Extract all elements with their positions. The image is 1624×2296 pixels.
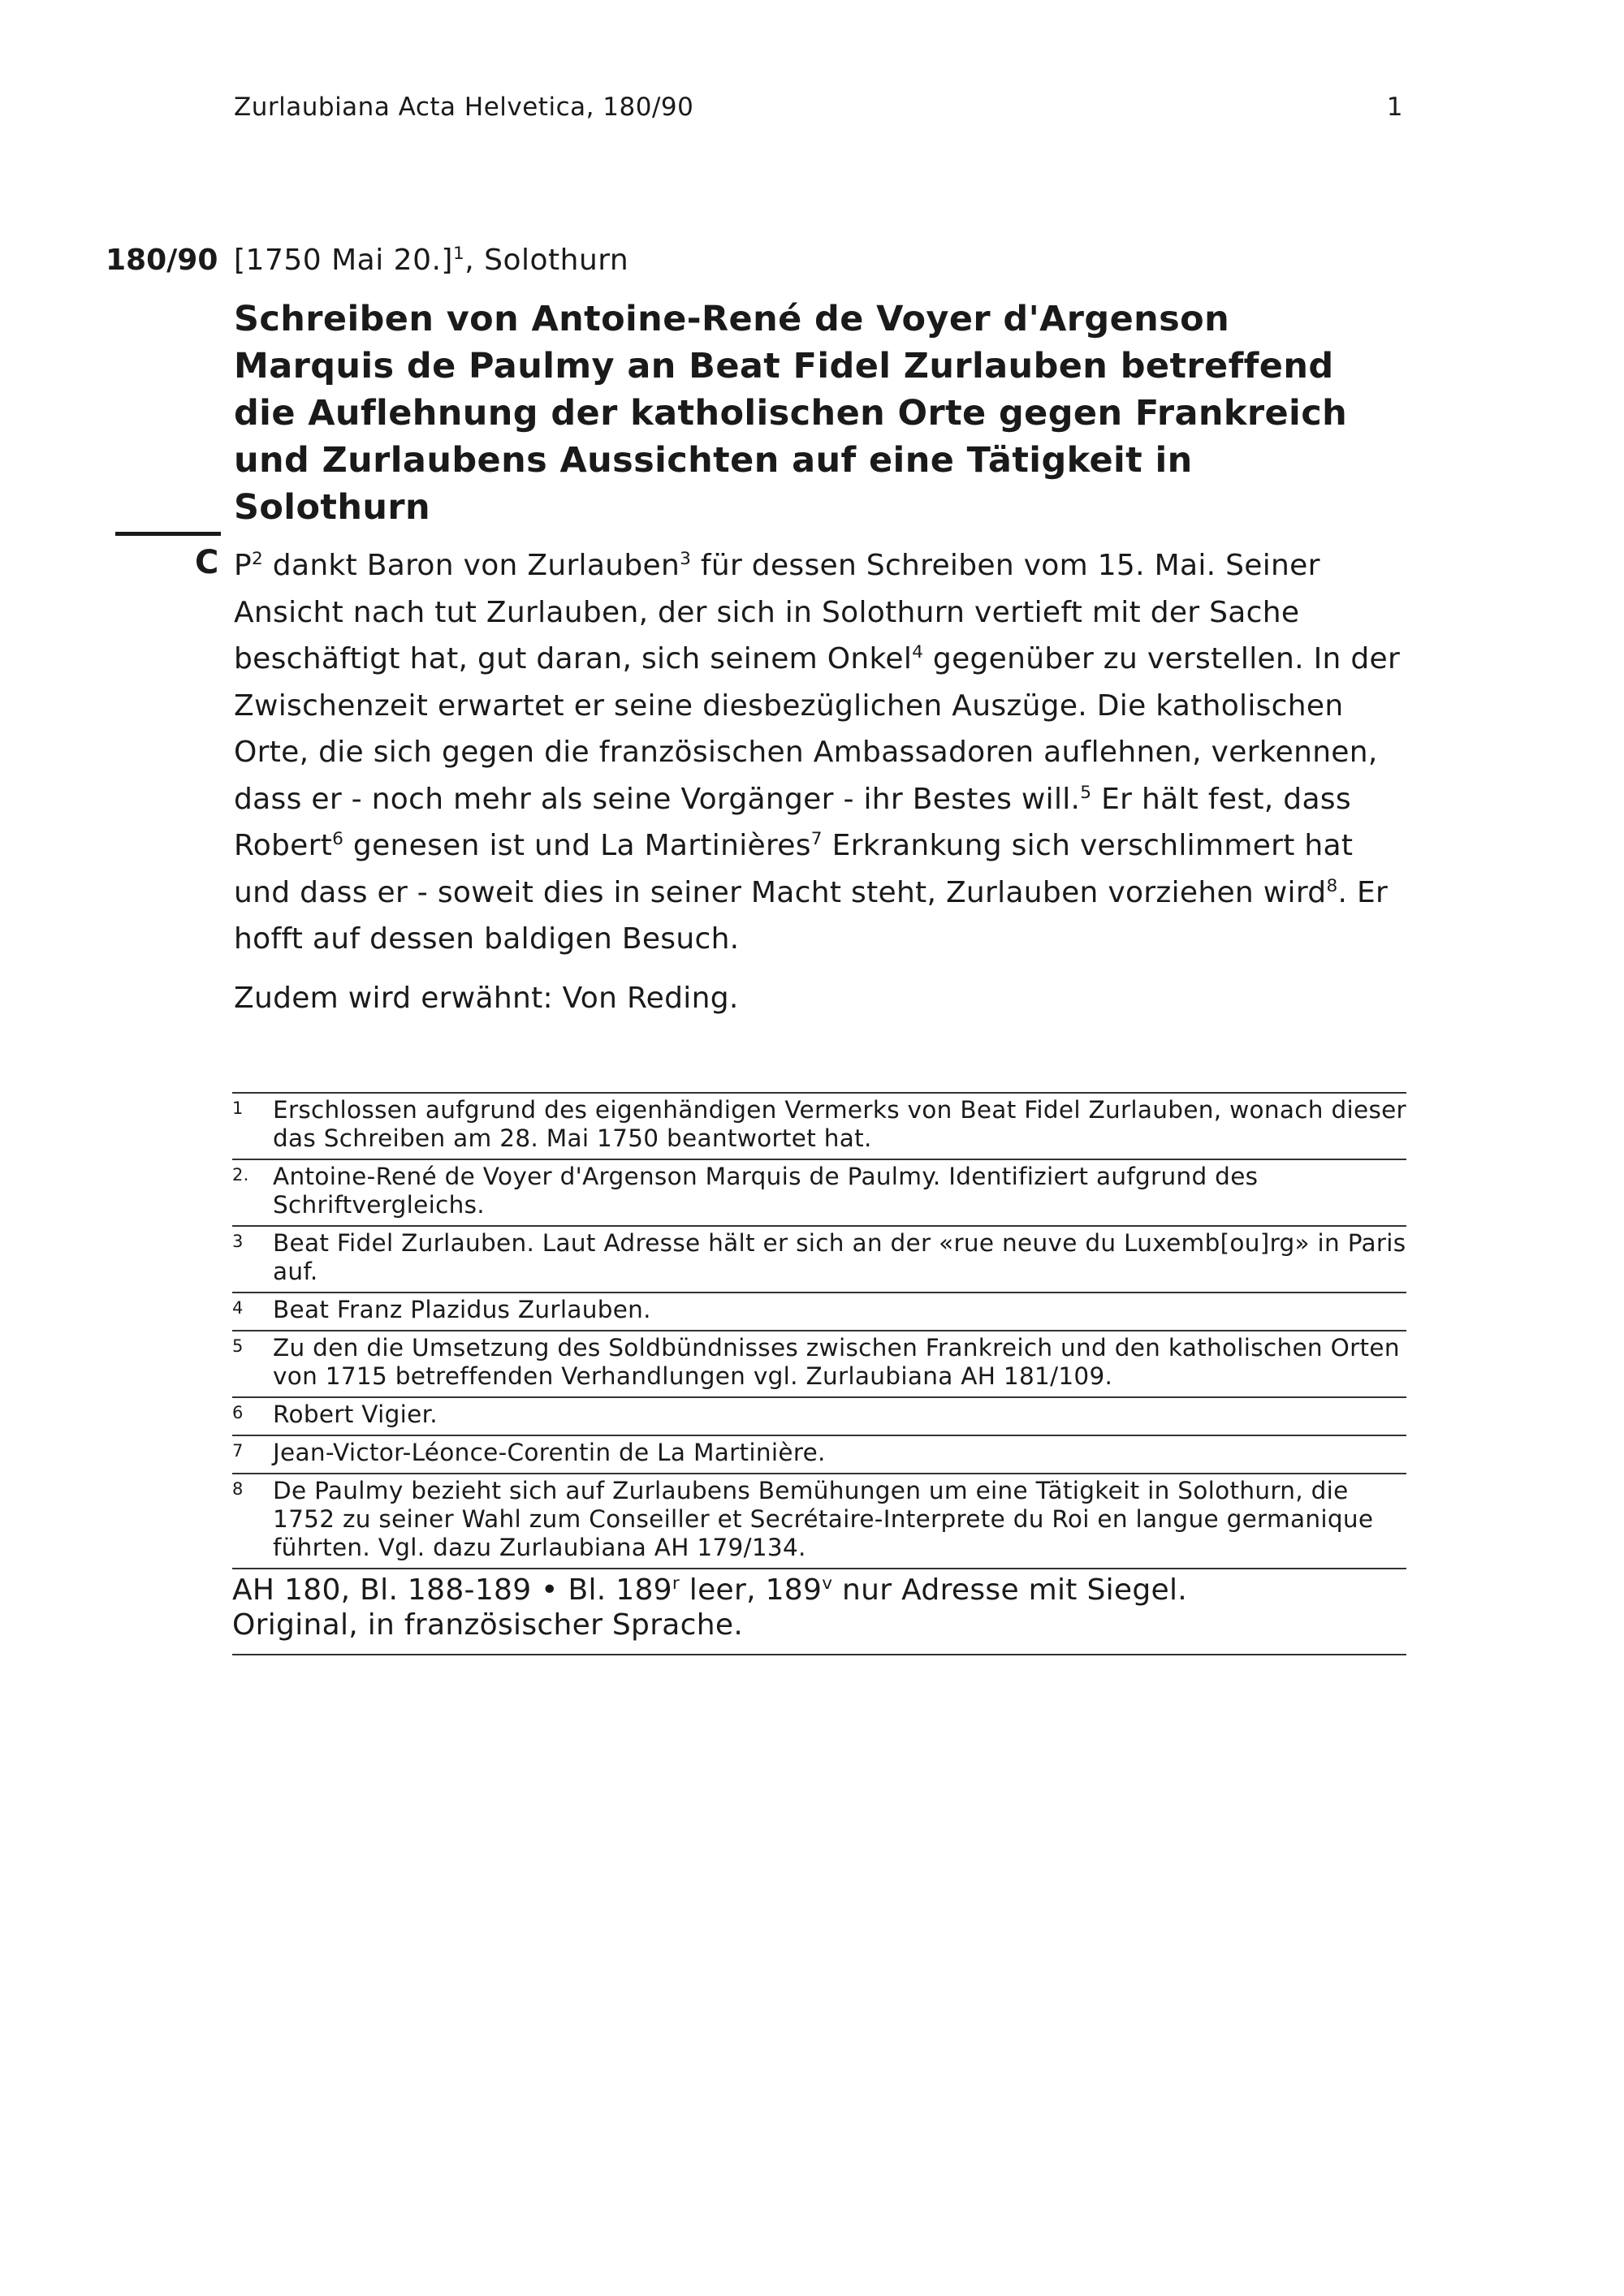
footnote-ref-2[interactable]: 2 [252, 549, 264, 569]
document-marker: C [195, 544, 219, 581]
footnote-ref-5[interactable]: 5 [1080, 782, 1092, 803]
footnote-mark: 3 [232, 1232, 244, 1251]
footnote [232, 1330, 1406, 1396]
entry-title: Schreiben von Antoine-René de Voyer d'Argenson Marquis de Paulmy an Beat Fidel Zurlauben betreffend die Auflehnung der katholischen Orte gegen Frankreich und Zurlaubens Aussichten auf eine Tätigkeit in Solothurn [234, 299, 1348, 528]
source-language: Original, in französischer Sprache. [232, 1608, 744, 1642]
footnote [232, 1092, 1406, 1159]
footnote-ref-7[interactable]: 7 [810, 829, 823, 849]
running-header-title: Zurlaubiana Acta Helvetica, 180/90 [234, 93, 694, 122]
footnote-text: Robert Vigier. [273, 1400, 438, 1428]
footnote-text: De Paulmy bezieht sich auf Zurlaubens Bemühungen um eine Tätigkeit in Solothurn, die 1752 zu seiner Wahl zum Conseiller et Secrétaire-Interprete du Roi en langue germanique führten. Vgl. dazu Zurlaubiana AH 179/134. [273, 1477, 1374, 1561]
footnote-text: Zu den die Umsetzung des Soldbündnisses zwischen Frankreich und den katholischen Orten von 1715 betreffenden Verhandlungen vgl. Zurlaubiana AH 181/109. [273, 1334, 1400, 1390]
footnote [232, 1292, 1406, 1330]
mentioned-persons: Zudem wird erwähnt: Von Reding. [234, 981, 739, 1015]
source-note [232, 1568, 1406, 1655]
footnote [232, 1225, 1406, 1292]
footnote-mark: 1 [232, 1098, 244, 1118]
footnote [232, 1159, 1406, 1225]
footnote-text: Beat Fidel Zurlauben. Laut Adresse hält er sich an der «rue neuve du Luxemb[ou]rg» in Paris auf. [273, 1229, 1406, 1285]
footnote [232, 1396, 1406, 1435]
footnote-mark: 6 [232, 1403, 244, 1422]
entry-date: [1750 Mai 20.] [234, 244, 453, 277]
entry-date-line [234, 244, 628, 277]
footnote-mark: 4 [232, 1298, 244, 1318]
footnote-text: Beat Franz Plazidus Zurlauben. [273, 1296, 651, 1323]
regest-paragraph: $P^2$ dankt Baron von Zurlauben$^3$ für dessen Schreiben vom 15. Mai. Seiner Ansicht nach tut Zurlauben, der sich in Solothurn vertieft mit der Sache beschäftigt hat, gut daran, sich seinem Onkel$^4$ gegenüber zu verstellen. In der Zwischenzeit erwartet er seine diesbezüglichen Auszüge. Die katholischen Orte, die sich gegen die französischen Ambassadoren auflehnen, verkennen, dass er - noch mehr als seine Vorgänger - ihr Bestes will.$^5$ Er hält fest, dass Robert$^6$ genesen ist und La Martinières$^7$ Erkrankung sich verschlimmert hat und dass er - soweit dies in seiner Macht steht, Zurlauben vorziehen wird$^8$. Er hofft auf dessen baldigen Besuch. [234, 549, 1401, 956]
footnote-text: Antoine-René de Voyer d'Argenson Marquis de Paulmy. Identifiziert aufgrund des Schriftvergleichs. [273, 1163, 1259, 1219]
footnote-text: Erschlossen aufgrund des eigenhändigen Vermerks von Beat Fidel Zurlauben, wonach dieser das Schreiben am 28. Mai 1750 beantwortet hat. [273, 1096, 1406, 1152]
entry-place: , Solothurn [464, 244, 629, 277]
page-number: 1 [1386, 93, 1403, 122]
footnote-ref-1[interactable]: 1 [452, 244, 465, 264]
running-header [234, 93, 1403, 122]
footnotes [232, 1092, 1406, 1655]
entry-number: 180/90 [106, 244, 218, 277]
footnote [232, 1473, 1406, 1568]
footnote-ref-3[interactable]: 3 [680, 549, 692, 569]
source-signature: AH 180, Bl. 188-189 • Bl. 189$^r$ leer, 189$^v$ nur Adresse mit Siegel. [232, 1573, 1188, 1607]
footnote-text: Jean-Victor-Léonce-Corentin de La Martinière. [273, 1439, 826, 1466]
footnote-mark: 8 [232, 1479, 244, 1499]
footnote-ref-6[interactable]: 6 [332, 829, 344, 849]
footnote [232, 1435, 1406, 1473]
footnote-mark: 2. [232, 1165, 249, 1185]
section-divider [115, 532, 221, 536]
regest-body [234, 542, 1403, 1021]
footnote-ref-4[interactable]: 4 [912, 642, 924, 662]
footnote-mark: 5 [232, 1336, 244, 1356]
footnote-mark: 7 [232, 1441, 244, 1461]
footnote-ref-8[interactable]: 8 [1326, 875, 1338, 896]
